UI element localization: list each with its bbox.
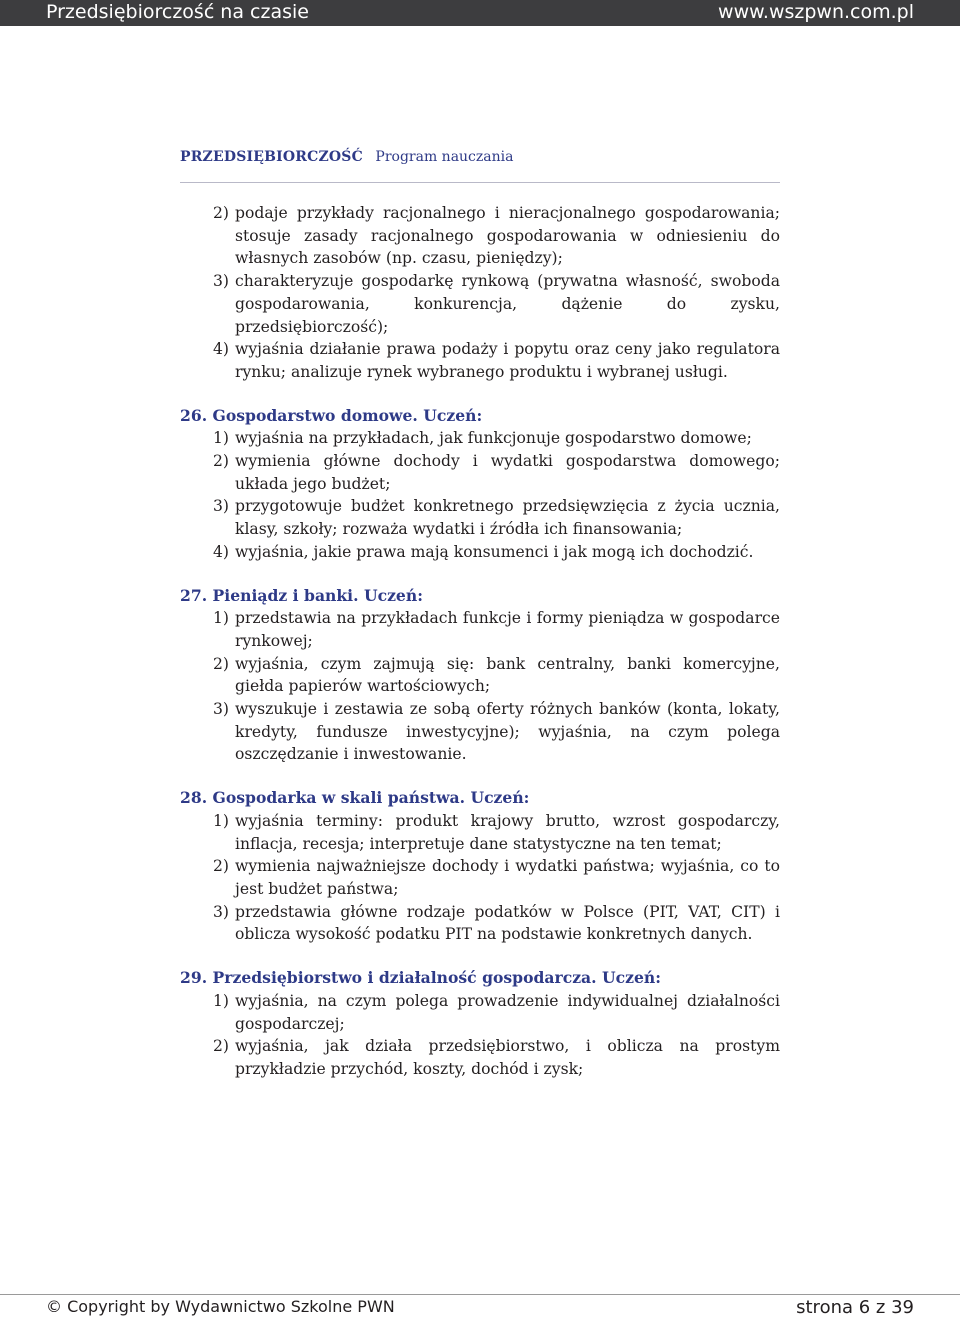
item-number: 4) xyxy=(213,542,230,561)
item-text: wyjaśnia, na czym polega prowadzenie indywidualnej działalności gospodarczej; xyxy=(235,991,780,1033)
list-item xyxy=(180,901,780,946)
list-item xyxy=(180,495,780,540)
list-item xyxy=(180,541,780,564)
section-money-banks xyxy=(180,585,780,767)
item-text: przygotowuje budżet konkretnego przedsięwzięcia z życia ucznia, klasy, szkoły; rozważa wydatki i źródła ich finansowania; xyxy=(235,497,780,539)
list-item xyxy=(180,270,780,338)
section-title xyxy=(180,787,780,810)
list-item xyxy=(180,653,780,698)
section-heading: 29. Przedsiębiorstwo i działalność gospodarcza. xyxy=(180,968,597,988)
publication-title: Przedsiębiorczość na czasie xyxy=(46,1,309,23)
section-heading: 27. Pieniądz i banki. xyxy=(180,585,359,605)
item-number: 3) xyxy=(213,497,230,516)
item-number: 1) xyxy=(213,429,230,448)
item-number: 2) xyxy=(213,1037,230,1056)
running-head-subtitle: Program nauczania xyxy=(375,149,514,165)
list-item xyxy=(180,338,780,383)
item-text: wyszukuje i zestawia ze sobą oferty różnych banków (konta, lokaty, kredyty, fundusze inwestycyjne); wyjaśnia, na czym polega oszczędzanie i inwestowanie. xyxy=(235,700,780,764)
list-item xyxy=(180,1035,780,1080)
item-text: podaje przykłady racjonalnego i nieracjonalnego gospodarowania; stosuje zasady racjonalnego gospodarowania w odniesieniu do własnych zasobów (np. czasu, pieniędzy); xyxy=(235,204,780,268)
running-head-brand: PRZEDSIĘBIORCZOŚĆ xyxy=(180,149,363,165)
section-enterprise xyxy=(180,967,780,1081)
section-label: Uczeń: xyxy=(470,788,530,808)
item-text: wyjaśnia, jakie prawa mają konsumenci i jak mogą ich dochodzić. xyxy=(235,542,754,561)
intro-list xyxy=(180,202,780,384)
list-item xyxy=(180,810,780,855)
section-label: Uczeń: xyxy=(602,968,661,988)
section-heading: 28. Gospodarka w skali państwa. xyxy=(180,788,466,808)
section-title xyxy=(180,967,780,990)
item-number: 3) xyxy=(213,700,230,719)
document-body xyxy=(180,202,780,1081)
item-number: 3) xyxy=(213,902,230,921)
top-header-bar xyxy=(0,0,960,26)
item-number: 4) xyxy=(213,340,230,359)
item-text: charakteryzuje gospodarkę rynkową (prywatna własność, swoboda gospodarowania, konkurencja, dążenie do zysku, przedsiębiorczość); xyxy=(235,272,780,336)
section-title xyxy=(180,405,780,428)
list-item xyxy=(180,698,780,766)
section-label: Uczeń: xyxy=(423,405,483,425)
item-number: 2) xyxy=(213,452,230,471)
copyright-notice: © Copyright by Wydawnictwo Szkolne PWN xyxy=(46,1297,395,1316)
item-number: 1) xyxy=(213,811,230,830)
header-divider xyxy=(180,182,780,183)
list-item xyxy=(180,855,780,900)
website-link[interactable]: www.wszpwn.com.pl xyxy=(718,1,914,23)
item-number: 3) xyxy=(213,272,230,291)
section-title xyxy=(180,585,780,608)
list-item xyxy=(180,450,780,495)
item-text: wyjaśnia, jak działa przedsiębiorstwo, i oblicza na prostym przykładzie przychód, koszty, dochód i zysk; xyxy=(235,1037,780,1078)
item-number: 1) xyxy=(213,991,230,1010)
item-text: przedstawia główne rodzaje podatków w Polsce (PIT, VAT, CIT) i oblicza wysokość podatku PIT na podstawie konkretnych danych. xyxy=(235,902,780,944)
item-text: wyjaśnia, czym zajmują się: bank centralny, banki komercyjne, giełda papierów wartościowych; xyxy=(235,654,780,696)
item-number: 2) xyxy=(213,204,230,222)
item-text: wyjaśnia na przykładach, jak funkcjonuje gospodarstwo domowe; xyxy=(235,429,752,448)
section-state-economy xyxy=(180,787,780,946)
section-label: Uczeń: xyxy=(363,585,423,605)
item-number: 2) xyxy=(213,857,230,876)
section-household xyxy=(180,405,780,564)
list-item xyxy=(180,607,780,652)
page-footer xyxy=(0,1294,960,1320)
section-heading: 26. Gospodarstwo domowe. xyxy=(180,405,418,425)
item-text: wymienia najważniejsze dochody i wydatki państwa; wyjaśnia, co to jest budżet państwa; xyxy=(235,857,780,898)
item-text: wyjaśnia terminy: produkt krajowy brutto, wzrost gospodarczy, inflacja, recesja; interpretuje dane statystyczne na ten temat; xyxy=(235,811,780,853)
list-item xyxy=(180,427,780,450)
item-number: 2) xyxy=(213,654,230,673)
list-item xyxy=(180,990,780,1035)
running-head xyxy=(180,149,513,165)
item-text: wymienia główne dochody i wydatki gospodarstwa domowego; układa jego budżet; xyxy=(235,452,780,493)
item-number: 1) xyxy=(213,609,230,628)
item-text: przedstawia na przykładach funkcje i formy pieniądza w gospodarce rynkowej; xyxy=(235,609,780,650)
item-text: wyjaśnia działanie prawa podaży i popytu oraz ceny jako regulatora rynku; analizuje rynek wybranego produktu i wybranej usługi. xyxy=(235,340,780,381)
page-number: strona 6 z 39 xyxy=(796,1297,914,1318)
list-item xyxy=(180,202,780,270)
